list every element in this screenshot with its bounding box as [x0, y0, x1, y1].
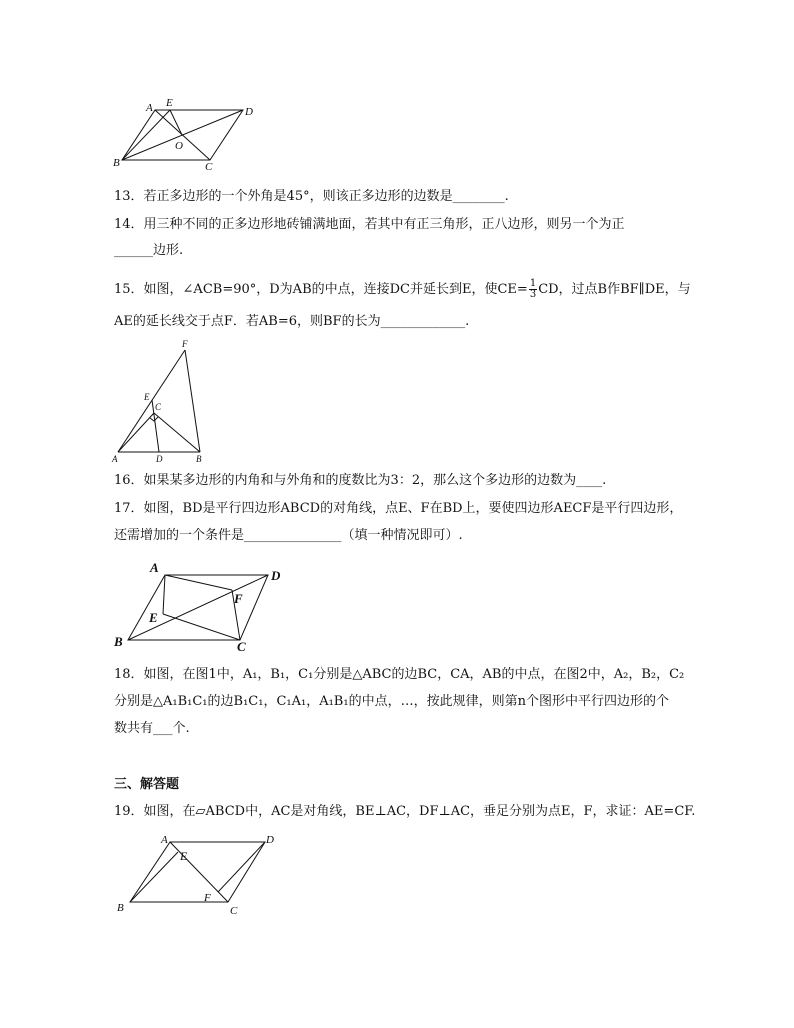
question-17-line1: 17．如图，BD是平行四边形ABCD的对角线，点E、F在BD上，要使四边形AECF是平行四边形，	[114, 501, 683, 516]
figure-q15-triangle	[108, 338, 213, 464]
question-19: 19．如图，在▱ABCD中，AC是对角线，BE⊥AC，DF⊥AC，垂足分别为点E，F，求证：AE=CF.	[114, 804, 696, 819]
question-15-line1	[114, 279, 691, 300]
segment-ae	[163, 575, 165, 614]
label-a: A	[112, 454, 118, 464]
segment-be	[130, 852, 178, 902]
section-3-heading: 三、解答题	[114, 777, 180, 792]
label-o: O	[175, 140, 183, 152]
diagonal-bd	[122, 110, 243, 160]
label-a: A	[161, 834, 168, 846]
fraction-numerator: 1	[529, 278, 537, 289]
segment-df	[218, 842, 265, 892]
label-a: A	[150, 560, 159, 575]
segment-cb	[154, 413, 200, 452]
label-c: C	[155, 402, 162, 412]
label-c: C	[237, 639, 246, 654]
segment-eb	[122, 110, 170, 160]
question-14-line2: ______边形.	[114, 243, 184, 258]
label-e: E	[149, 610, 158, 625]
question-17-line2: 还需增加的一个条件是_______________（填一种情况即可）.	[114, 528, 463, 543]
question-15-line2: AE的延长线交于点F．若AB=6，则BF的长为_____________.	[114, 314, 470, 329]
label-d: D	[271, 568, 281, 583]
segment-eo	[170, 110, 182, 135]
segment-ac	[118, 413, 154, 452]
label-c: C	[230, 905, 238, 917]
label-b: B	[114, 634, 123, 649]
label-b: B	[117, 902, 124, 914]
label-f: F	[182, 339, 188, 349]
question-13: 13．若正多边形的一个外角是45°，则该正多边形的边数是________.	[114, 189, 509, 204]
question-16: 16．如果某多边形的内角和与外角和的度数比为3：2，那么这个多边形的边数为____.	[114, 473, 607, 488]
diagonal-bd	[128, 575, 268, 640]
diagonal-ac	[170, 842, 228, 902]
question-18-line2: 分别是△A₁B₁C₁的边B₁C₁，C₁A₁，A₁B₁的中点，…，按此规律，则第n个图形中平行四边形的个	[114, 694, 669, 709]
q15-text-post: CD，过点B作BF∥DE，与	[538, 282, 691, 297]
label-d: D	[156, 454, 163, 464]
q15-text-pre: 15．如图，∠ACB=90°，D为AB的中点，连接DC并延长到E，使CE=	[114, 282, 528, 297]
question-14-line1: 14．用三种不同的正多边形地砖铺满地面，若其中有正三角形，正八边形，则另一个为正	[114, 217, 625, 232]
label-a: A	[146, 102, 153, 114]
fraction-one-third	[529, 279, 537, 300]
label-e: E	[180, 849, 188, 863]
segment-fb	[185, 350, 200, 452]
figure-q12-parallelogram	[110, 95, 270, 173]
label-d: D	[245, 106, 253, 118]
label-e: E	[144, 392, 150, 402]
label-d: D	[266, 834, 274, 846]
parallelogram-abcd	[130, 842, 265, 902]
segment-ec	[163, 614, 240, 640]
question-18-line3: 数共有___个.	[114, 721, 190, 736]
label-e: E	[166, 97, 173, 109]
figure-q19-parallelogram	[110, 828, 285, 918]
label-b: B	[196, 454, 202, 464]
segment-af	[118, 350, 185, 452]
label-c: C	[205, 161, 213, 173]
label-b: B	[113, 157, 120, 169]
label-f: F	[204, 892, 211, 904]
fraction-denominator: 3	[529, 289, 537, 300]
segment-af	[165, 575, 232, 590]
label-f: F	[234, 591, 243, 606]
question-18-line1: 18．如图，在图1中，A₁，B₁，C₁分别是△ABC的边BC，CA，AB的中点，在图2中，A₂，B₂，C₂	[114, 667, 685, 682]
figure-q17-parallelogram	[110, 555, 290, 655]
